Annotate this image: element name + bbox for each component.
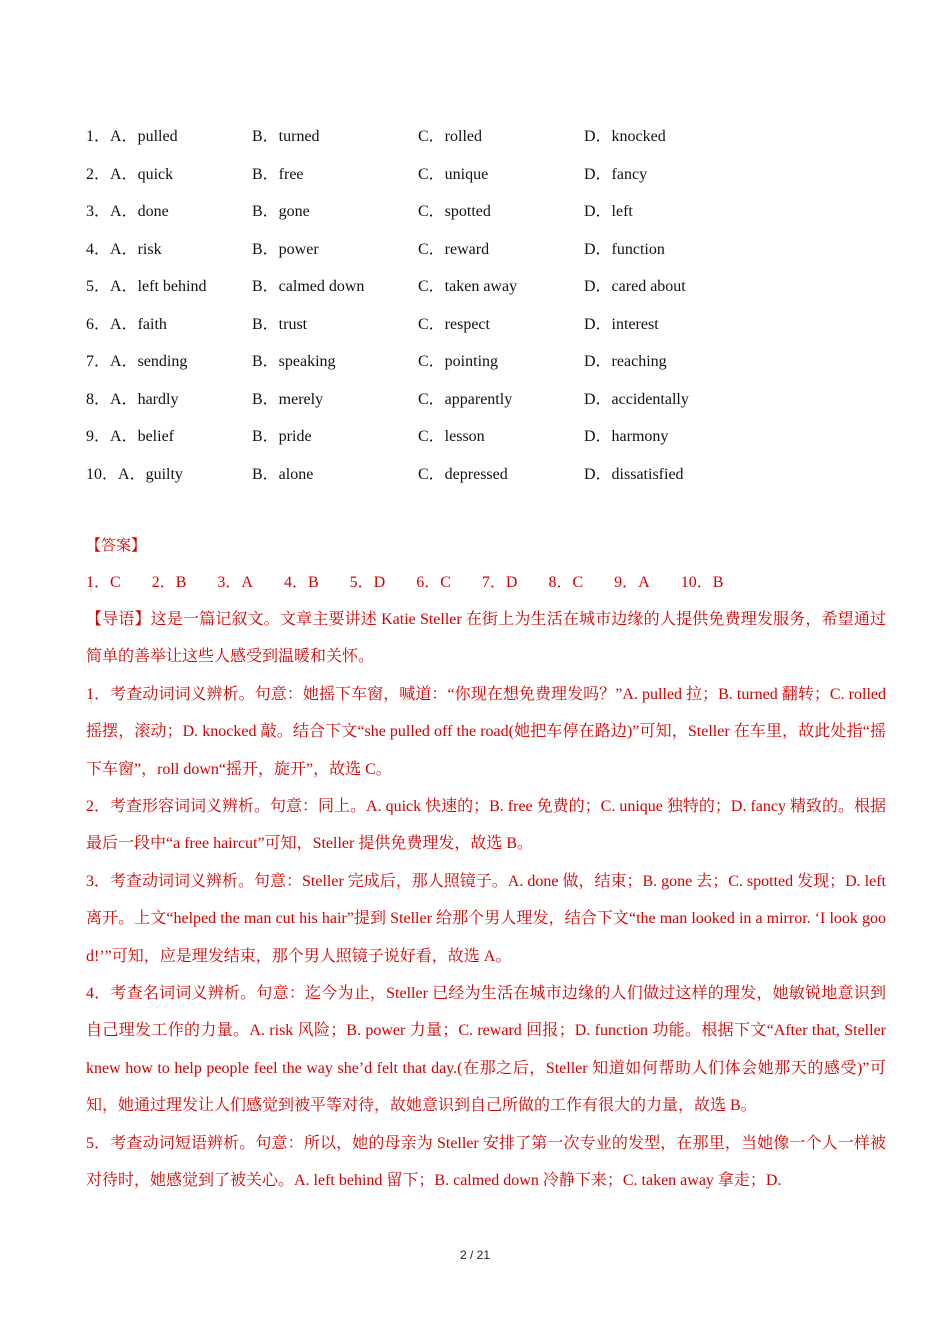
explanation-5: 5．考查动词短语辨析。句意：所以，她的母亲为 Steller 安排了第一次专业的发型，在那里，当她像一个人一样被对待时，她感觉到了被关心。A. left behind 留下；B. calmed down 冷静下来；C. taken away 拿走；D. <box>86 1134 886 1190</box>
option-c: C．pointing <box>418 353 499 371</box>
option-d: D．fancy <box>584 165 648 183</box>
option-a: 6．A．faith <box>86 315 167 333</box>
option-b: B．turned <box>252 128 320 146</box>
option-c: C．lesson <box>418 428 485 446</box>
answer-item: 4．B <box>283 574 319 591</box>
explanation-1: 1．考查动词词义辨析。句意：她摇下车窗，喊道：“你现在想免费理发吗？”A. pulled 拉；B. turned 翻转；C. rolled 摇摆，滚动；D. knocked 敲。结合下文“she pulled off the road(她把车停在路边)”可知，Steller 在车里，故此处指“摇下车窗”，roll down“摇开，旋开”，故选 C。 <box>86 685 886 778</box>
option-d: D．accidentally <box>584 390 689 408</box>
answer-item: 6．C <box>416 574 451 591</box>
option-b: B．free <box>252 165 304 183</box>
option-b: B．trust <box>252 315 308 333</box>
page-number: 2 / 21 <box>459 1248 491 1262</box>
option-c: C．taken away <box>418 278 518 296</box>
option-d: D．interest <box>584 315 659 333</box>
question-options <box>86 116 866 491</box>
question-row <box>86 154 866 192</box>
option-c: C．reward <box>418 240 490 258</box>
answer-item: 5．D <box>349 574 386 591</box>
option-c: C．unique <box>418 165 489 183</box>
option-a: 2．A．quick <box>86 165 174 183</box>
option-a: 4．A．risk <box>86 240 162 258</box>
answer-item: 10．B <box>680 574 724 591</box>
explanation-2: 2．考查形容词词义辨析。句意：同上。A. quick 快速的；B. free 免费的；C. unique 独特的；D. fancy 精致的。根据最后一段中“a free haircut”可知，Steller 提供免费理发，故选 B。 <box>86 798 886 853</box>
question-row <box>86 341 866 379</box>
question-row <box>86 266 866 304</box>
option-c: C．rolled <box>418 128 482 146</box>
option-a: 10．A．guilty <box>86 465 183 483</box>
option-d: D．cared about <box>584 278 686 296</box>
option-b: B．gone <box>252 203 310 221</box>
question-row <box>86 229 866 267</box>
question-row <box>86 304 866 342</box>
answer-item: 2．B <box>151 574 187 591</box>
question-row <box>86 116 866 154</box>
option-c: C．respect <box>418 315 490 333</box>
option-b: B．pride <box>252 428 312 446</box>
option-c: C．spotted <box>418 203 491 221</box>
answer-item: 3．A <box>217 574 253 591</box>
option-c: C．apparently <box>418 390 513 408</box>
question-row <box>86 191 866 229</box>
question-row <box>86 416 866 454</box>
option-a: 7．A．sending <box>86 353 188 371</box>
answer-key <box>86 564 886 601</box>
answer-item: 1．C <box>86 574 121 591</box>
option-a: 9．A．belief <box>86 428 174 446</box>
answer-item: 7．D <box>481 574 518 591</box>
question-row <box>86 454 866 492</box>
answer-heading: 【答案】 <box>86 536 147 554</box>
answer-item: 8．C <box>548 574 584 591</box>
option-a: 3．A．done <box>86 203 169 221</box>
option-b: B．alone <box>252 465 314 483</box>
option-d: D．reaching <box>584 353 667 371</box>
answer-item: 9．A <box>614 574 650 591</box>
option-d: D．knocked <box>584 128 666 146</box>
option-c: C．depressed <box>418 465 508 483</box>
explanation-3: 3．考查动词词义辨析。句意：Steller 完成后，那人照镜子。A. done 做，结束；B. gone 去；C. spotted 发现；D. left 离开。上文“helped the man cut his hair”提到 Steller 给那个男人理发，结合下文“the man looked in a mirror. ‘I look good!’”可知，应是理发结束，那个男人照镜子说好看，故选 A。 <box>86 872 886 965</box>
option-b: B．power <box>252 240 319 258</box>
option-a: 8．A．hardly <box>86 390 179 408</box>
option-b: B．speaking <box>252 353 336 371</box>
option-d: D．function <box>584 240 665 258</box>
option-b: B．calmed down <box>252 278 365 296</box>
option-a: 5．A．left behind <box>86 278 207 296</box>
explanation-4: 4．考查名词词义辨析。句意：迄今为止，Steller 已经为生活在城市边缘的人们做过这样的理发，她敏锐地意识到自己理发工作的力量。A. risk 风险；B. power 力量；C. reward 回报；D. function 功能。根据下文“After that, Steller knew how to help people feel the way she’d felt that day.(在那之后，Steller 知道如何帮助人们体会她那天的感受)”可知，她通过理发让人们感觉到被平等对待，故她意识到自己所做的工作有很大的力量，故选 B。 <box>86 985 886 1115</box>
option-d: D．dissatisfied <box>584 465 684 483</box>
question-row <box>86 379 866 417</box>
option-d: D．left <box>584 203 633 221</box>
option-d: D．harmony <box>584 428 669 446</box>
option-a: 1．A．pulled <box>86 128 178 146</box>
intro-paragraph: 【导语】这是一篇记叙文。文章主要讲述 Katie Steller 在街上为生活在城市边缘的人提供免费理发服务，希望通过简单的善举让这些人感受到温暖和关怀。 <box>86 611 886 666</box>
answer-section <box>86 527 886 1200</box>
option-b: B．merely <box>252 390 324 408</box>
